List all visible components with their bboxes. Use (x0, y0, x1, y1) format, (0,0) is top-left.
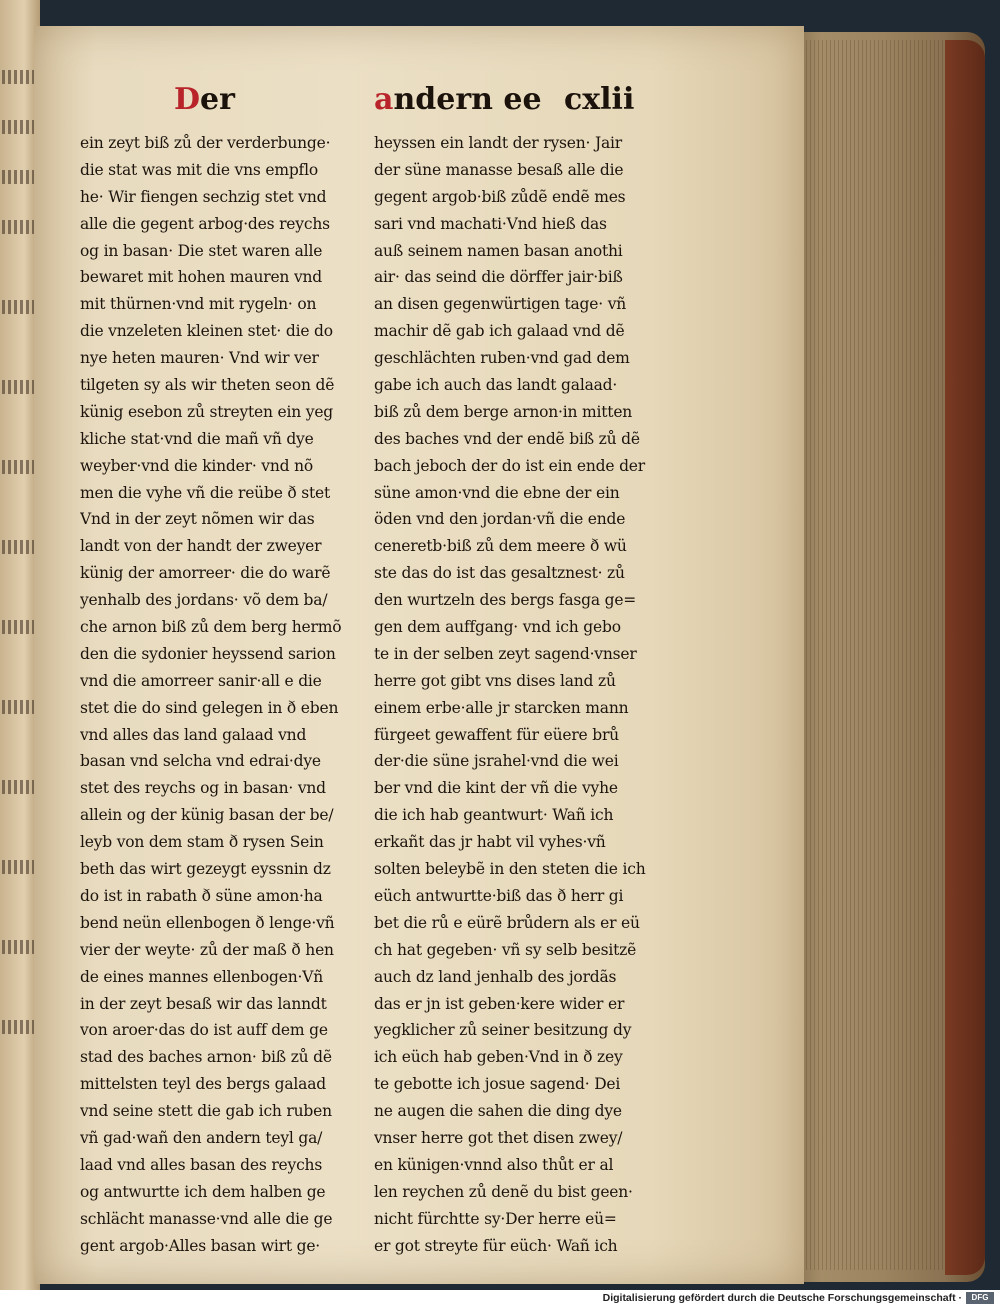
book-page (34, 26, 804, 1284)
text-line: süne amon·vnd die ebne der ein (374, 483, 620, 502)
text-line: men die vyhe vñ die reübe ð stet (80, 483, 331, 502)
text-line: stad des baches arnon· biß zů dẽ (80, 1048, 332, 1067)
text-line: tilgeten sy als wir theten seon dẽ (80, 376, 335, 395)
text-line: die ich hab geantwurt· Wañ ich (374, 806, 614, 825)
text-line: en künigen·vnnd also thůt er al (374, 1155, 614, 1174)
text-line: vnser herre got thet disen zwey/ (374, 1128, 623, 1147)
text-line: eüch antwurtte·biß das ð herr gi (374, 886, 624, 905)
text-line: stet des reychs og in basan· vnd (80, 779, 326, 798)
text-line: erkañt das jr habt vil vyhes·vñ (374, 833, 606, 852)
text-line: den wurtzeln des bergs fasga ge= (374, 591, 637, 610)
header-middle-initial: a (374, 82, 394, 117)
text-line: in der zeyt besaß wir das lanndt (80, 994, 327, 1013)
text-line: nye heten mauren· Vnd wir ver (80, 349, 319, 368)
text-line: bach jeboch der do ist ein ende der (374, 456, 645, 475)
text-line: yenhalb des jordans· võ dem ba/ (80, 591, 328, 610)
text-line: weyber·vnd die kinder· vnd nõ (80, 456, 313, 475)
header-left (174, 82, 235, 117)
text-line: gent argob·Alles basan wirt ge· (80, 1236, 321, 1255)
dfg-logo: DFG (966, 1292, 994, 1304)
text-line: og antwurtte ich dem halben ge (80, 1182, 326, 1201)
text-line: vnd alles das land galaad vnd (80, 725, 307, 744)
text-line: allein og der künig basan der be/ (80, 806, 334, 825)
text-line: sari vnd machati·Vnd hieß das (374, 214, 607, 233)
text-line: vier der weyte· zů der maß ð hen (80, 940, 334, 959)
text-line: heyssen ein landt der rysen· Jair (374, 134, 622, 152)
text-line: bend neün ellenbogen ð lenge·vñ (80, 913, 335, 932)
header-middle (374, 82, 542, 117)
text-line: den die sydonier heyssend sarion (80, 644, 336, 663)
text-line: te in der selben zeyt sagend·vnser (374, 644, 637, 663)
text-line: geschlächten ruben·vnd gad dem (374, 349, 630, 368)
header-left-text: er (200, 82, 235, 117)
text-line: ein zeyt biß zů der verderbunge· (80, 134, 331, 152)
text-line: he· Wir fiengen sechzig stet vnd (80, 187, 327, 206)
text-line: landt von der handt der zweyer (80, 537, 322, 556)
text-line: solten beleybẽ in den steten die ich (374, 860, 646, 879)
text-line: ste das do ist das gesaltznest· zů (374, 564, 625, 583)
text-line: mit thürnen·vnd mit rygeln· on (80, 295, 317, 314)
running-header (174, 82, 654, 128)
text-line: ceneretb·biß zů dem meere ð wü (374, 537, 627, 556)
text-line: herre got gibt vns dises land zů (374, 671, 616, 690)
text-line: machir dẽ gab ich galaad vnd dẽ (374, 322, 625, 341)
text-line: künig der amorreer· die do warẽ (80, 564, 331, 583)
text-line: bet die rů e eürẽ brůdern als er eü (374, 913, 640, 932)
text-line: das er jn ist geben·kere wider er (374, 994, 625, 1013)
text-line: der süne manasse besaß alle die (374, 160, 624, 179)
text-line: do ist in rabath ð süne amon·ha (80, 886, 323, 905)
text-line: stet die do sind gelegen in ð eben (80, 698, 339, 717)
text-line: vñ gad·wañ den andern teyl ga/ (80, 1128, 323, 1147)
text-line: che arnon biß zů dem berg hermõ (80, 618, 342, 637)
text-line: vnd seine stett die gab ich ruben (80, 1102, 332, 1121)
text-line: beth das wirt gezeygt eyssnin dz (80, 860, 331, 879)
text-line: die stat was mit die vns empflo (80, 160, 318, 179)
text-line: ich eüch hab geben·Vnd in ð zey (374, 1048, 623, 1067)
text-line: gegent argob·biß zůdẽ endẽ mes (374, 187, 626, 206)
folio-number: cxlii (564, 82, 635, 117)
text-line: len reychen zů denẽ du bist geen· (374, 1182, 633, 1201)
text-line: Vnd in der zeyt nõmen wir das (80, 510, 315, 529)
text-line: von aroer·das do ist auff dem ge (80, 1021, 328, 1040)
text-line: die vnzeleten kleinen stet· die do (80, 322, 333, 341)
text-line: ne augen die sahen die ding dye (374, 1102, 622, 1121)
text-line: fürgeet gewaffent für eüere brů (374, 725, 619, 744)
text-line: auß seinem namen basan anothi (374, 241, 623, 260)
text-line: gen dem auffgang· vnd ich gebo (374, 618, 621, 637)
text-line: er got streyte für eüch· Wañ ich (374, 1236, 618, 1255)
text-line: der·die süne jsrahel·vnd die wei (374, 752, 619, 771)
text-line: biß zů dem berge arnon·in mitten (374, 402, 633, 421)
text-column-left (80, 130, 365, 1259)
text-line: kliche stat·vnd die mañ vñ dye (80, 429, 314, 448)
text-line: öden vnd den jordan·vñ die ende (374, 510, 626, 529)
page-stack-lines (790, 40, 945, 1270)
text-line: og in basan· Die stet waren alle (80, 241, 323, 260)
text-line: künig esebon zů streyten ein yeg (80, 402, 334, 421)
book-cover-edge (945, 40, 985, 1275)
header-middle-text: ndern ee (393, 82, 542, 117)
text-line: laad vnd alles basan des reychs (80, 1155, 323, 1174)
text-line: ch hat gegeben· vñ sy selb besitzẽ (374, 940, 637, 959)
text-line: gabe ich auch das landt galaad· (374, 376, 618, 395)
text-line: yegklicher zů seiner besitzung dy (374, 1021, 632, 1040)
text-line: air· das seind die dörffer jair·biß (374, 268, 623, 287)
header-left-initial: D (174, 82, 201, 117)
text-line: schlächt manasse·vnd alle die ge (80, 1209, 333, 1228)
funding-notice: Digitalisierung gefördert durch die Deutsche Forschungsgemeinschaft · (602, 1292, 962, 1304)
text-line: des baches vnd der endẽ biß zů dẽ (374, 429, 640, 448)
text-line: basan vnd selcha vnd edrai·dye (80, 752, 321, 771)
text-line: bewaret mit hohen mauren vnd (80, 268, 323, 287)
text-line: an disen gegenwürtigen tage· vñ (374, 295, 627, 314)
text-line: nicht fürchtte sy·Der herre eü= (374, 1209, 617, 1228)
text-line: einem erbe·alle jr starcken mann (374, 698, 629, 717)
text-line: te gebotte ich josue sagend· Dei (374, 1075, 621, 1094)
text-line: de eines mannes ellenbogen·Vñ (80, 967, 324, 986)
text-line: ber vnd die kint der vñ die vyhe (374, 779, 618, 798)
text-line: alle die gegent arbog·des reychs (80, 214, 330, 233)
text-line: mittelsten teyl des bergs galaad (80, 1075, 326, 1094)
text-line: auch dz land jenhalb des jordãs (374, 967, 617, 986)
text-line: leyb von dem stam ð rysen Sein (80, 833, 324, 852)
text-column-right (374, 130, 659, 1259)
text-line: vnd die amorreer sanir·all e die (80, 671, 322, 690)
